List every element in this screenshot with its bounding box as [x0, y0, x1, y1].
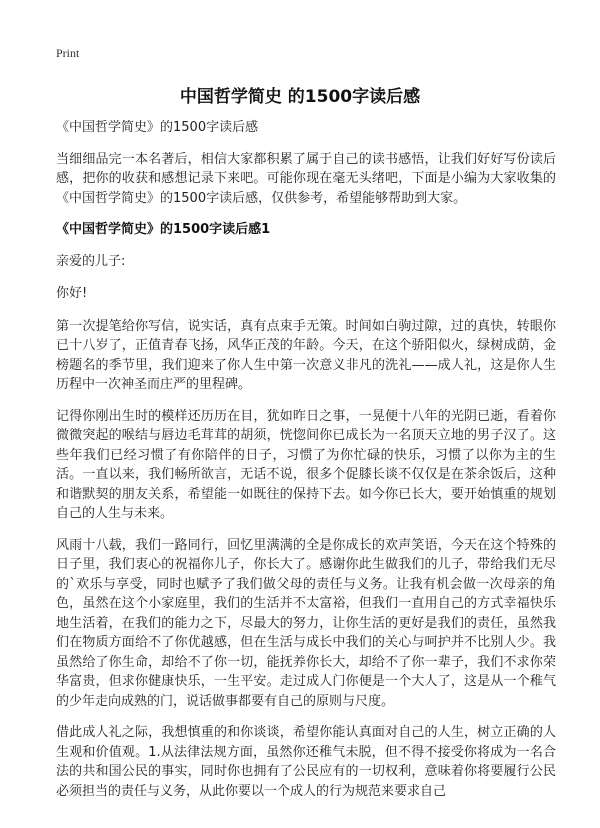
body-paragraph: 第一次提笔给你写信，说实话，真有点束手无策。时间如白驹过隙，过的真快，转眼你已十八岁了，正值青春飞扬，风华正茂的年龄。今天，在这个骄阳似火，绿树成荫，金榜题名的季节里，我们迎来了你人生中第一次意义非凡的洗礼——成人礼，这是你人生历程中一次神圣而庄严的里程碑。: [56, 318, 556, 392]
print-link[interactable]: Print: [56, 46, 80, 60]
section-heading: 《中国哲学简史》的1500字读后感1: [56, 222, 271, 237]
intro-paragraph: 当细细品完一本名著后，相信大家都积累了属于自己的读书感悟，让我们好好写份读后感，把你的收获和感想记录下来吧。可能你现在毫无头绪吧，下面是小编为大家收集的《中国哲学简史》的1500字读后感，仅供参考，希望能够帮助到大家。: [56, 151, 556, 206]
body-paragraph: 记得你刚出生时的模样还历历在目，犹如昨日之事，一晃便十八年的光阴已逝，看着你微微突起的喉结与唇边毛茸茸的胡须，恍惚间你已成长为一名顶天立地的男子汉了。这些年我们已经习惯了有你陪伴的日子，习惯了为你忙碌的快乐，习惯了以你为主的生活。一直以来，我们畅所欲言，无话不说，很多个促膝长谈不仅仅是在茶余饭后，这种和谐默契的朋友关系，希望能一如既往的保持下去。如今你已长大，要开始慎重的规划自己的人生与未来。: [56, 408, 556, 521]
article-subtitle: 《中国哲学简史》的1500字读后感: [56, 120, 259, 135]
letter-greeting: 你好!: [56, 286, 88, 301]
body-paragraph: 借此成人礼之际，我想慎重的和你谈谈，希望你能认真面对自己的人生，树立正确的人生观和价值观。1.从法律法规方面，虽然你还稚气未脱，但不得不接受你将成为一名合法的共和国公民的事实，同时你也拥有了公民应有的一切权利，意味着你将要履行公民必须担当的责任与义务，从此你要以一个成人的行为规范来要求自己: [56, 725, 556, 799]
letter-salutation: 亲爱的儿子:: [56, 253, 126, 269]
page-title: 中国哲学简史 的1500字读后感: [179, 87, 421, 107]
body-paragraph: 风雨十八载，我们一路同行，回忆里满满的全是你成长的欢声笑语，今天在这个特殊的日子里，我们衷心的祝福你儿子，你长大了。感谢你此生做我们的儿子，带给我们无尽的`欢乐与享受，同时也赋予了我们做父母的责任与义务。让我有机会做一次母亲的角色，虽然在这个小家庭里，我们的生活并不太富裕，但我们一直用自己的方式幸福快乐地生活着，在我们的能力之下，尽最大的努力，让你生活的更好是我们的责任，虽然我们在物质方面给不了你优越感，但在生活与成长中我们的关心与呵护并不比别人少。我虽然给了你生命，却给不了你一切，能抚养你长大，却给不了你一辈子，我们不求你荣华富贵，但求你健康快乐，一生平安。走过成人门你便是一个大人了，这是从一个稚气的少年走向成熟的门，说话做事都要有自己的原则与尺度。: [56, 537, 556, 709]
article-body: [56, 118, 556, 813]
